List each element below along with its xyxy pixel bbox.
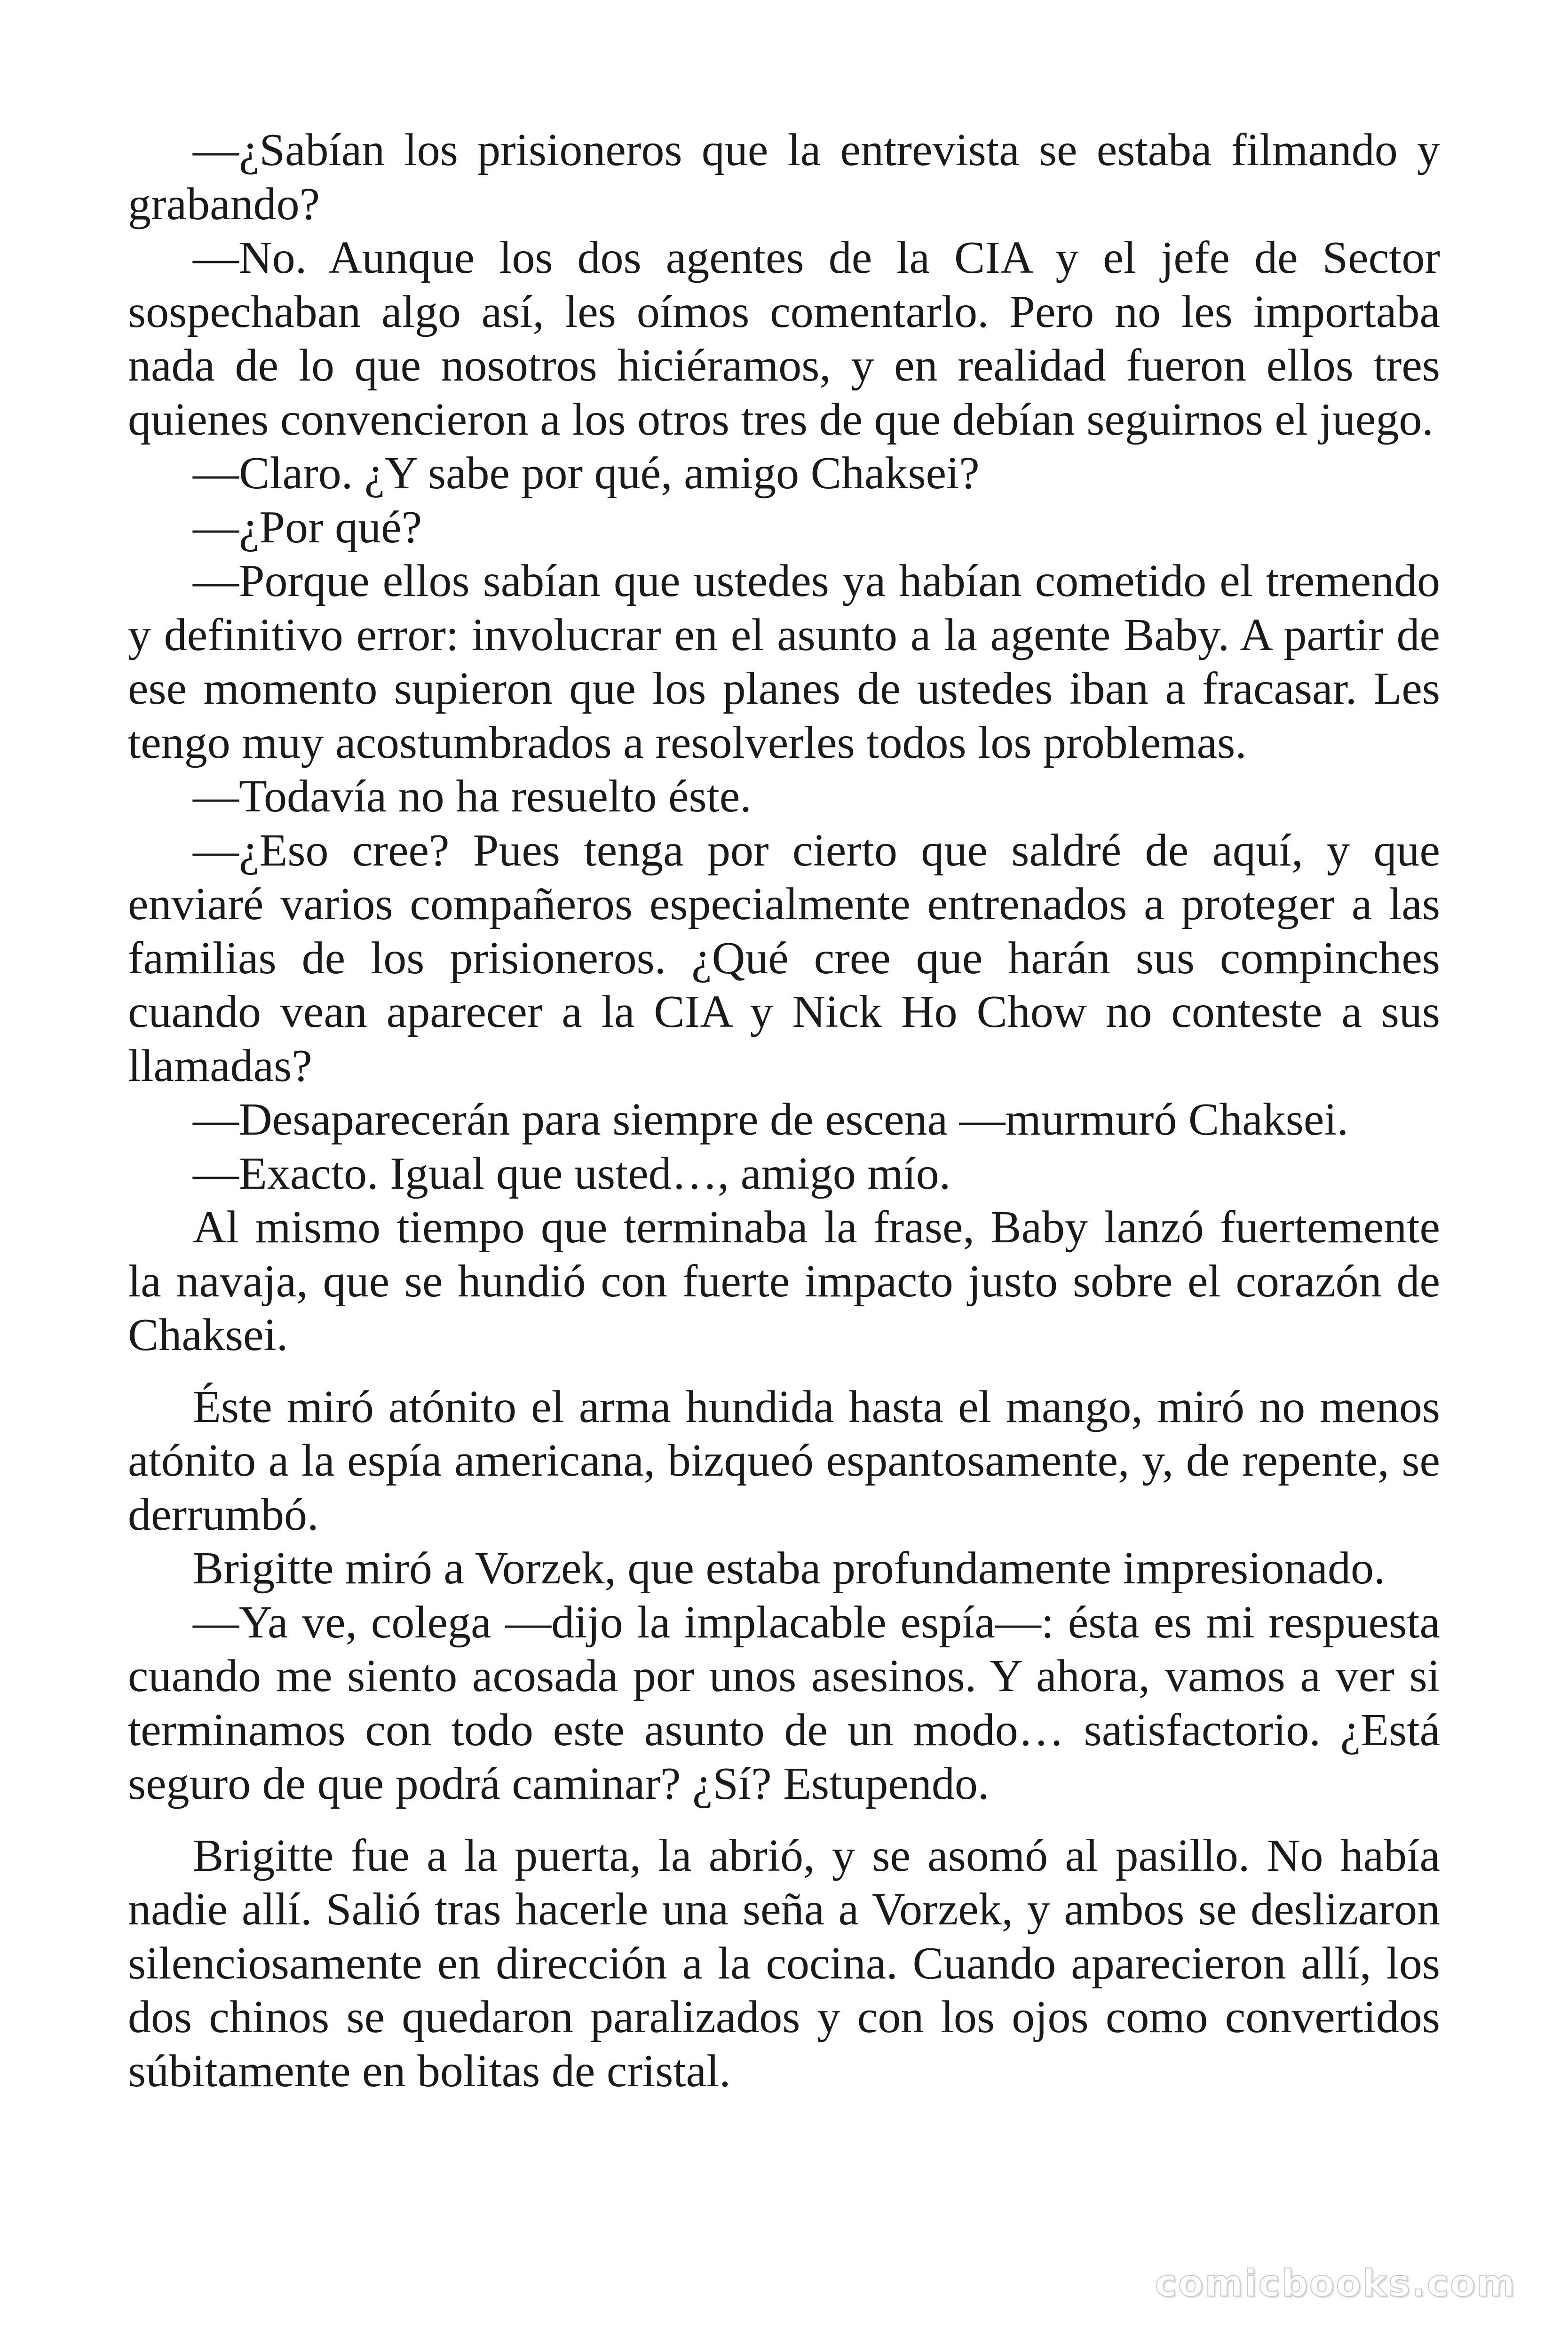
paragraph: —¿Sabían los prisioneros que la entrevista se estaba filmando y grabando? — [128, 125, 1440, 230]
paragraph: —Desaparecerán para siempre de escena —murmuró Chaksei. — [193, 1094, 1349, 1145]
paragraph: —Porque ellos sabían que ustedes ya habían cometido el tremendo y definitivo error: involucrar en el asunto a la agente Baby. A partir de ese momento supieron que los planes de ustedes iban a fracasar. Les tengo muy acostumbrados a resolverles todos los problemas. — [128, 556, 1440, 768]
paragraph: —¿Por qué? — [193, 501, 422, 553]
paragraph: —Claro. ¿Y sabe por qué, amigo Chaksei? — [193, 448, 980, 499]
book-page-text — [128, 123, 1440, 2193]
paragraph: Éste miró atónito el arma hundida hasta el mango, miró no menos atónito a la espía americana, bizqueó espantosamente, y, de repente, se derrumbó. — [128, 1381, 1440, 1540]
paragraph: Al mismo tiempo que terminaba la frase, Baby lanzó fuertemente la navaja, que se hundió con fuerte impacto justo sobre el corazón de Chaksei. — [128, 1202, 1440, 1360]
paragraph: —No. Aunque los dos agentes de la CIA y el jefe de Sector sospechaban algo así, les oímos comentarlo. Pero no les importaba nada de lo que nosotros hiciéramos, y en realidad fueron ellos tres quienes convencieron a los otros tres de que debían seguirnos el juego. — [128, 232, 1440, 445]
paragraph: —Ya ve, colega —dijo la implacable espía—: ésta es mi respuesta cuando me siento acosada por unos asesinos. Y ahora, vamos a ver si terminamos con todo este asunto de un modo… satisfactorio. ¿Está seguro de que podrá caminar? ¿Sí? Estupendo. — [128, 1597, 1440, 1809]
paragraph: —¿Eso cree? Pues tenga por cierto que saldré de aquí, y que enviaré varios compañeros especialmente entrenados a proteger a las familias de los prisioneros. ¿Qué cree que harán sus compinches cuando vean aparecer a la CIA y Nick Ho Chow no conteste a sus llamadas? — [128, 825, 1440, 1091]
paragraph: Brigitte fue a la puerta, la abrió, y se asomó al pasillo. No había nadie allí. Salió tras hacerle una seña a Vorzek, y ambos se deslizaron silenciosamente en dirección a la cocina. Cuando aparecieron allí, los dos chinos se quedaron paralizados y con los ojos como convertidos súbitamente en bolitas de cristal. — [128, 1830, 1440, 2097]
paragraph: Brigitte miró a Vorzek, que estaba profundamente impresionado. — [193, 1543, 1386, 1594]
paragraph: —Todavía no ha resuelto éste. — [193, 771, 752, 822]
paragraph: —Exacto. Igual que usted…, amigo mío. — [193, 1148, 951, 1199]
watermark: comicbooks.com — [1155, 2263, 1516, 2305]
